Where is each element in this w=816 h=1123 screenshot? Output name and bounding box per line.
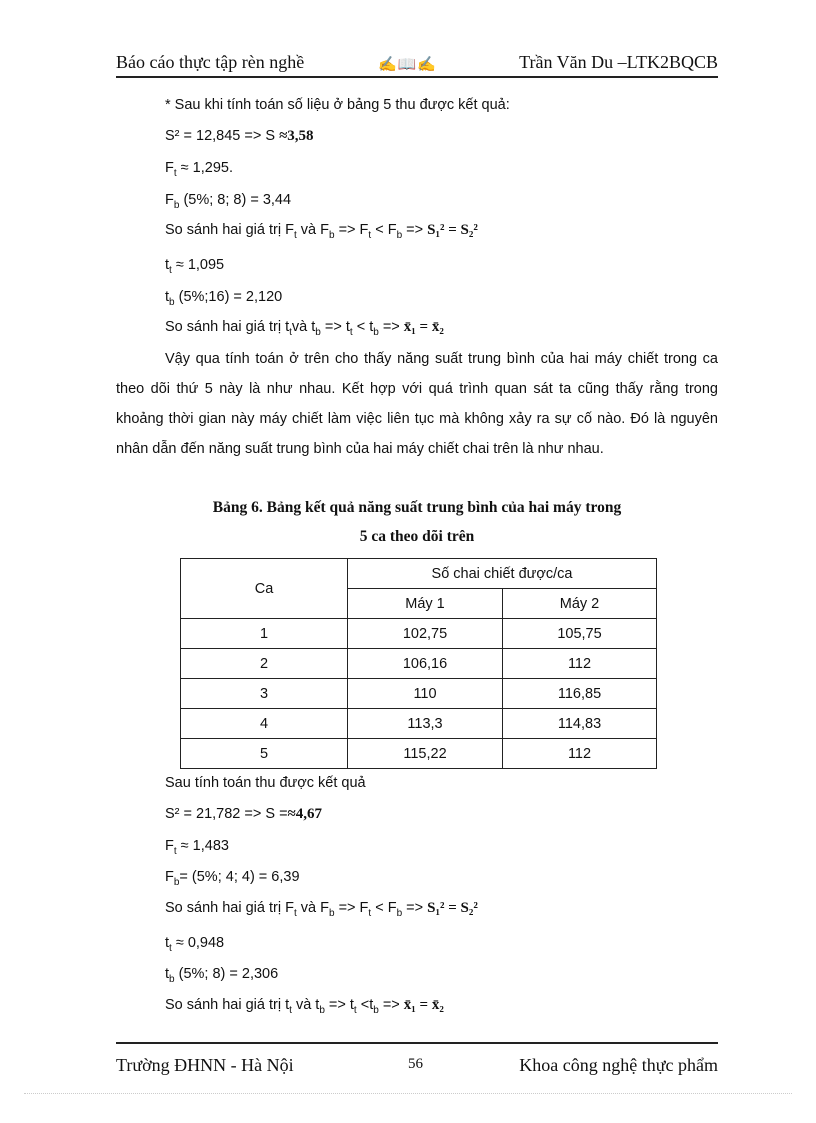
compare-f-line: So sánh hai giá trị $F_t$ và $F_b => F_t < F_b => S_1^2 = S_2^2$ xyxy=(165,222,478,241)
header-group: Số chai chiết được/ca xyxy=(348,559,657,589)
compare-t-line-2: So sánh hai giá trị $t_t$ và $t_b => t_t <t_b$ => x̄₁ = x̄₂ xyxy=(165,997,444,1016)
page-number: 56 xyxy=(408,1056,423,1072)
header-may1: Máy 1 xyxy=(348,589,503,619)
intro-line: * Sau khi tính toán số liệu ở bảng 5 thu được kết quả: xyxy=(165,97,510,113)
header-ornament-icon: ✍📖✍ xyxy=(378,57,438,73)
table-row: 3 110 116,85 xyxy=(181,679,657,709)
compare-t-line: So sánh hai giá trị $t_tvà$ $t_b => t_t < t_b$ => x̄₁ = x̄₂ xyxy=(165,319,444,338)
header-may2: Máy 2 xyxy=(503,589,657,619)
table-row: 1 102,75 105,75 xyxy=(181,619,657,649)
s2-line: S² = 12,845 => S ≈3,58 xyxy=(165,128,314,144)
footer-right: Khoa công nghệ thực phẩm xyxy=(519,1055,718,1075)
fb-line: $F_b$ (5%; 8; 8) = 3,44 xyxy=(165,192,292,211)
tb-line: $t_b$ (5%;16) = 2,120 xyxy=(165,289,283,308)
table-row: 2 106,16 112 xyxy=(181,649,657,679)
header-left: Báo cáo thực tập rèn nghề xyxy=(116,52,305,72)
page-divider xyxy=(24,1093,792,1094)
tt-line: $t_t \approx 1,095$ xyxy=(165,257,225,276)
ft-line-2: $F_t \approx 1,483$ xyxy=(165,838,229,857)
table-row: 5 115,22 112 xyxy=(181,739,657,769)
results-table xyxy=(180,558,657,769)
fb-line-2: $F_b= (5\%$; 4; 4) = 6,39 xyxy=(165,869,300,888)
conclusion-paragraph: Vậy qua tính toán ở trên cho thấy năng suất trung bình của hai máy chiết trong ca theo dõi thứ 5 này là như nhau. Kết hợp với quá trình quan sát ta cũng thấy rằng trong khoảng thời gian này máy chiết làm việc liên tục mà không xảy ra sự cố nào. Đó là nguyên nhân dẫn đến năng suất trung bình của hai máy chiết chai trên là như nhau. xyxy=(116,351,718,457)
page-footer xyxy=(116,1042,718,1078)
compare-f-line-2: So sánh hai giá trị $F_t$ và $F_b => F_t < F_b => S_1^2 = S_2^2$ xyxy=(165,900,478,919)
page-header xyxy=(116,46,718,78)
s2-line-2: S² = 21,782 => S =≈4,67 xyxy=(165,806,323,822)
table-row: 4 113,3 114,83 xyxy=(181,709,657,739)
table-caption-1: Bảng 6. Bảng kết quả năng suất trung bình của hai máy trong xyxy=(212,499,622,516)
header-right: Trần Văn Du –LTK2BQCB xyxy=(519,52,718,72)
tt-line-2: $t_t \approx 0,948$ xyxy=(165,935,225,954)
header-ca: Ca xyxy=(181,559,348,619)
tb-line-2: $t_b$ (5%; 8) = 2,306 xyxy=(165,966,279,985)
table-caption-2: 5 ca theo dõi trên xyxy=(359,528,475,545)
intro2-line: Sau tính toán thu được kết quả xyxy=(165,775,366,791)
footer-left: Trường ĐHNN - Hà Nội xyxy=(116,1055,294,1075)
ft-line: $F_t \approx 1,295$. xyxy=(165,160,233,179)
